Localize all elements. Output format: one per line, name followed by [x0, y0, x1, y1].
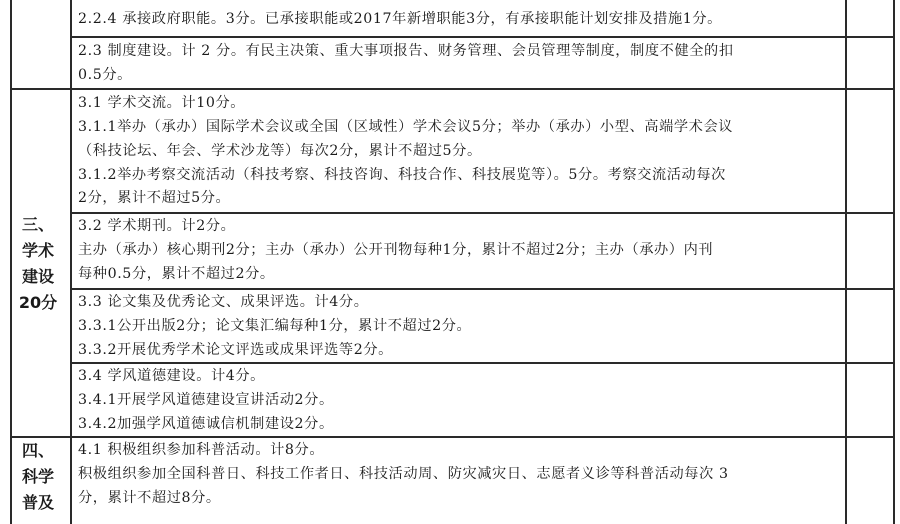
criteria-line: 3.3.1公开出版2分；论文集汇编每种1分，累计不超过2分。	[78, 318, 472, 334]
right-border	[893, 0, 895, 524]
category-line: 科学	[21, 467, 54, 486]
row-divider	[70, 36, 895, 38]
row-divider	[70, 288, 895, 290]
criteria-line: 2分，累计不超过5分。	[78, 190, 231, 206]
row-divider	[70, 362, 895, 364]
criteria-line: 3.2 学术期刊。计2分。	[78, 218, 236, 234]
content-divider	[845, 0, 847, 524]
category-line: 普及	[21, 493, 54, 512]
section-divider	[10, 436, 895, 438]
criteria-line: 每种0.5分，累计不超过2分。	[78, 266, 275, 282]
category-academic	[6, 212, 70, 316]
criteria-line: 3.3.2开展优秀学术论文评选或成果评选等2分。	[78, 342, 393, 358]
row-divider	[70, 212, 895, 214]
criteria-line: 4.1 积极组织参加科普活动。计8分。	[78, 442, 325, 458]
category-line: 学术	[21, 241, 54, 260]
criteria-line: 积极组织参加全国科普日、科技工作者日、科技活动周、防灾减灾日、志愿者义诊等科普活动每次 3	[78, 466, 729, 482]
category-line: 三、	[21, 215, 54, 234]
criteria-line: 2.2.4 承接政府职能。3分。已承接职能或2017年新增职能3分，有承接职能计划安排及措施1分。	[78, 11, 722, 27]
criteria-line: （科技论坛、年会、学术沙龙等）每次2分，累计不超过5分。	[78, 143, 482, 159]
section-divider	[10, 88, 895, 90]
criteria-line: 3.1.1举办（承办）国际学术会议或全国（区域性）学术会议5分；举办（承办）小型、高端学术会议	[78, 119, 734, 135]
criteria-line: 3.1.2举办考察交流活动（科技考察、科技咨询、科技合作、科技展览等）。5分。考察交流活动每次	[78, 167, 726, 183]
category-line: 四、	[21, 441, 54, 460]
category-divider	[70, 0, 72, 524]
criteria-line: 3.4 学风道德建设。计4分。	[78, 368, 265, 384]
criteria-line: 3.1 学术交流。计10分。	[78, 95, 246, 111]
criteria-line: 3.4.1开展学风道德建设宣讲活动2分。	[78, 392, 334, 408]
criteria-line: 3.3 论文集及优秀论文、成果评选。计4分。	[78, 294, 369, 310]
category-science-popularization	[6, 438, 70, 516]
criteria-line: 分，累计不超过8分。	[78, 490, 221, 506]
criteria-line: 2.3 制度建设。计 2 分。有民主决策、重大事项报告、财务管理、会员管理等制度，制度不健全的扣	[78, 43, 734, 59]
category-line: 建设	[21, 267, 54, 286]
criteria-line: 3.4.2加强学风道德诚信机制建设2分。	[78, 416, 334, 432]
category-line: 20分	[18, 293, 58, 312]
criteria-line: 主办（承办）核心期刊2分；主办（承办）公开刊物每种1分，累计不超过2分；主办（承办）内刊	[78, 242, 714, 258]
criteria-line: 0.5分。	[78, 67, 132, 83]
